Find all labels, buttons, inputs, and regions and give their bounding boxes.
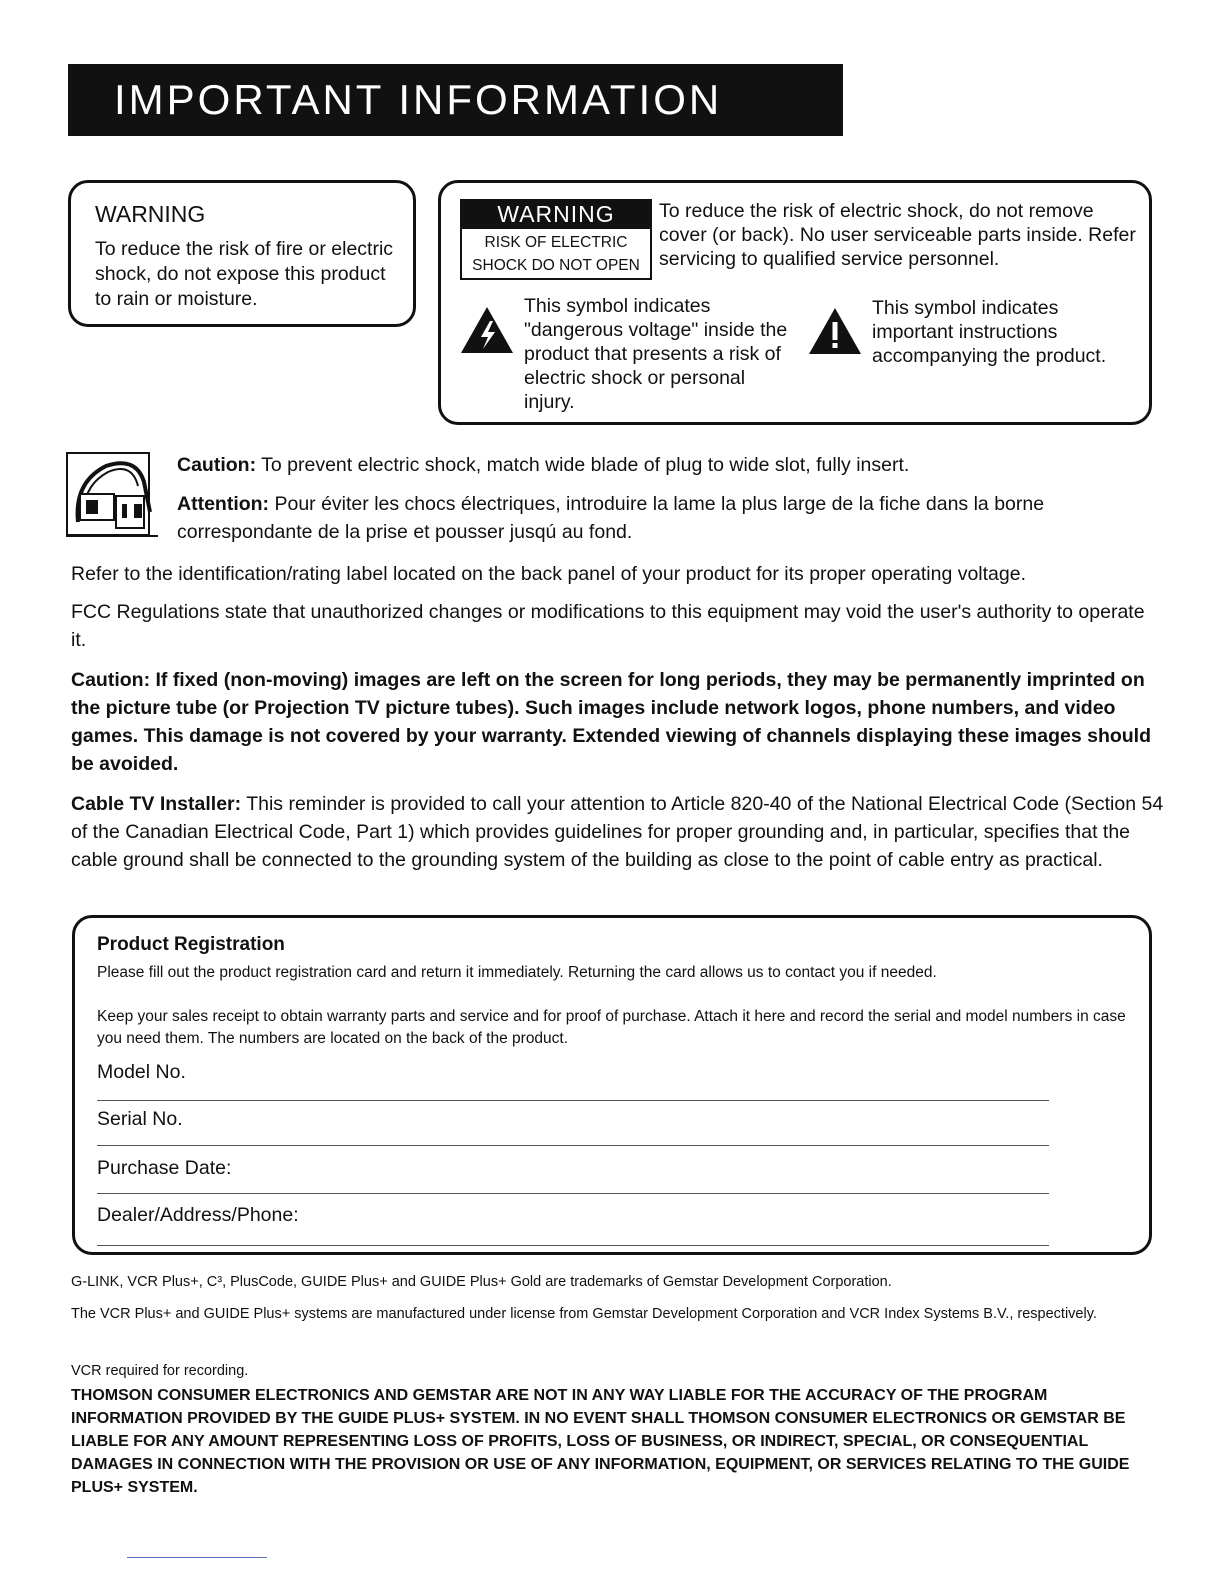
warning-badge-title: WARNING: [460, 199, 652, 229]
instructions-symbol-text: This symbol indicates important instructions accompanying the product.: [872, 297, 1107, 367]
plug-caution: [177, 451, 1167, 479]
model-no-label: Model No.: [97, 1061, 186, 1083]
cable-installer-paragraph: [71, 790, 1166, 874]
voltage-symbol-text: This symbol indicates "dangerous voltage" inside the product that presents a risk of electric shock or personal injury.: [524, 295, 788, 413]
trademarks-note: G-LINK, VCR Plus+, C³, PlusCode, GUIDE Plus+ and GUIDE Plus+ Gold are trademarks of Gemstar Development Corporation.: [71, 1274, 892, 1290]
vcr-note: VCR required for recording.: [71, 1363, 249, 1379]
badge-line-1: RISK OF ELECTRIC: [484, 234, 628, 251]
registration-text-2: Keep your sales receipt to obtain warranty parts and service and for proof of purchase. Attach it here and record the serial and model numbers in case you need them. The numbers are located on the back of the product.: [97, 1008, 1126, 1047]
dealer-field[interactable]: [97, 1245, 1049, 1246]
page-title: IMPORTANT INFORMATION: [114, 76, 723, 123]
warning-text: To reduce the risk of fire or electric shock, do not expose this product to rain or moisture.: [95, 238, 394, 310]
serial-no-label: Serial No.: [97, 1108, 183, 1130]
title-bar: [68, 64, 843, 136]
attention-text: Pour éviter les chocs électriques, introduire la lame la plus large de la fiche dans la borne correspondante de la prise et pousser jusqú au fond.: [177, 493, 1045, 543]
image-caution-paragraph: Caution: If fixed (non-moving) images are left on the screen for long periods, they may be permanently imprinted on the picture tube (or Projection TV picture tubes). Such images include network logos, phone numbers, and video games. This damage is not covered by your warranty. Extended viewing of channels displaying these images should be avoided.: [71, 669, 1152, 775]
warning-badge-subtitle: [460, 229, 652, 280]
warning-badge: [460, 199, 652, 280]
dealer-label: Dealer/Address/Phone:: [97, 1204, 299, 1226]
rating-paragraph: Refer to the identification/rating label located on the back panel of your product for its proper operating voltage.: [71, 563, 1027, 585]
warning-heading: WARNING: [95, 201, 206, 227]
purchase-date-label: Purchase Date:: [97, 1157, 232, 1179]
plug-attention: [177, 490, 1137, 546]
shock-warning-text: To reduce the risk of electric shock, do not remove cover (or back). No user serviceable parts inside. Refer servicing to qualified service personnel.: [659, 200, 1136, 270]
attention-label: Attention:: [177, 493, 270, 515]
caution-text: To prevent electric shock, match wide blade of plug to wide slot, fully insert.: [256, 454, 910, 476]
exclamation-triangle-icon: [807, 306, 863, 356]
polarized-plug-icon: [66, 452, 158, 538]
serial-no-field[interactable]: [97, 1145, 1049, 1146]
purchase-date-field[interactable]: [97, 1193, 1049, 1194]
license-note: The VCR Plus+ and GUIDE Plus+ systems are manufactured under license from Gemstar Development Corporation and VCR Index Systems B.V., respectively.: [71, 1306, 1097, 1322]
caution-label: Caution:: [177, 454, 257, 476]
badge-line-2: SHOCK DO NOT OPEN: [472, 257, 640, 274]
warning-box: [68, 180, 416, 327]
model-no-field[interactable]: [97, 1100, 1049, 1101]
lightning-triangle-icon: [459, 305, 515, 355]
fcc-paragraph: FCC Regulations state that unauthorized changes or modifications to this equipment may void the user's authority to operate it.: [71, 601, 1145, 651]
shock-warning-box: [438, 180, 1152, 425]
liability-disclaimer: THOMSON CONSUMER ELECTRONICS AND GEMSTAR ARE NOT IN ANY WAY LIABLE FOR THE ACCURACY OF THE PROGRAM INFORMATION PROVIDED BY THE GUIDE PLUS+ SYSTEM. IN NO EVENT SHALL THOMSON CONSUMER ELECTRONICS OR GEMSTAR BE LIABLE FOR ANY AMOUNT REPRESENTING LOSS OF PROFITS, LOSS OF BUSINESS, OR INDIRECT, SPECIAL, OR CONSEQUENTIAL DAMAGES IN CONNECTION WITH THE PROVISION OR USE OF ANY INFORMATION, EQUIPMENT, OR SERVICES RELATING TO THE GUIDE PLUS+ SYSTEM.: [71, 1387, 1130, 1496]
product-registration-box: [72, 915, 1152, 1255]
cable-text: This reminder is provided to call your attention to Article 820-40 of the National Electrical Code (Section 54 of the Canadian Electrical Code, Part 1) which provides guidelines for proper grounding and, in particular, specifies that the cable ground shall be connected to the grounding system of the building as close to the point of cable entry as practical.: [71, 793, 1164, 871]
registration-heading: Product Registration: [97, 934, 285, 955]
registration-text-1: Please fill out the product registration card and return it immediately. Returning the card allows us to contact you if needed.: [97, 964, 937, 981]
cable-label: Cable TV Installer:: [71, 793, 242, 815]
footer-rule: [127, 1557, 267, 1558]
